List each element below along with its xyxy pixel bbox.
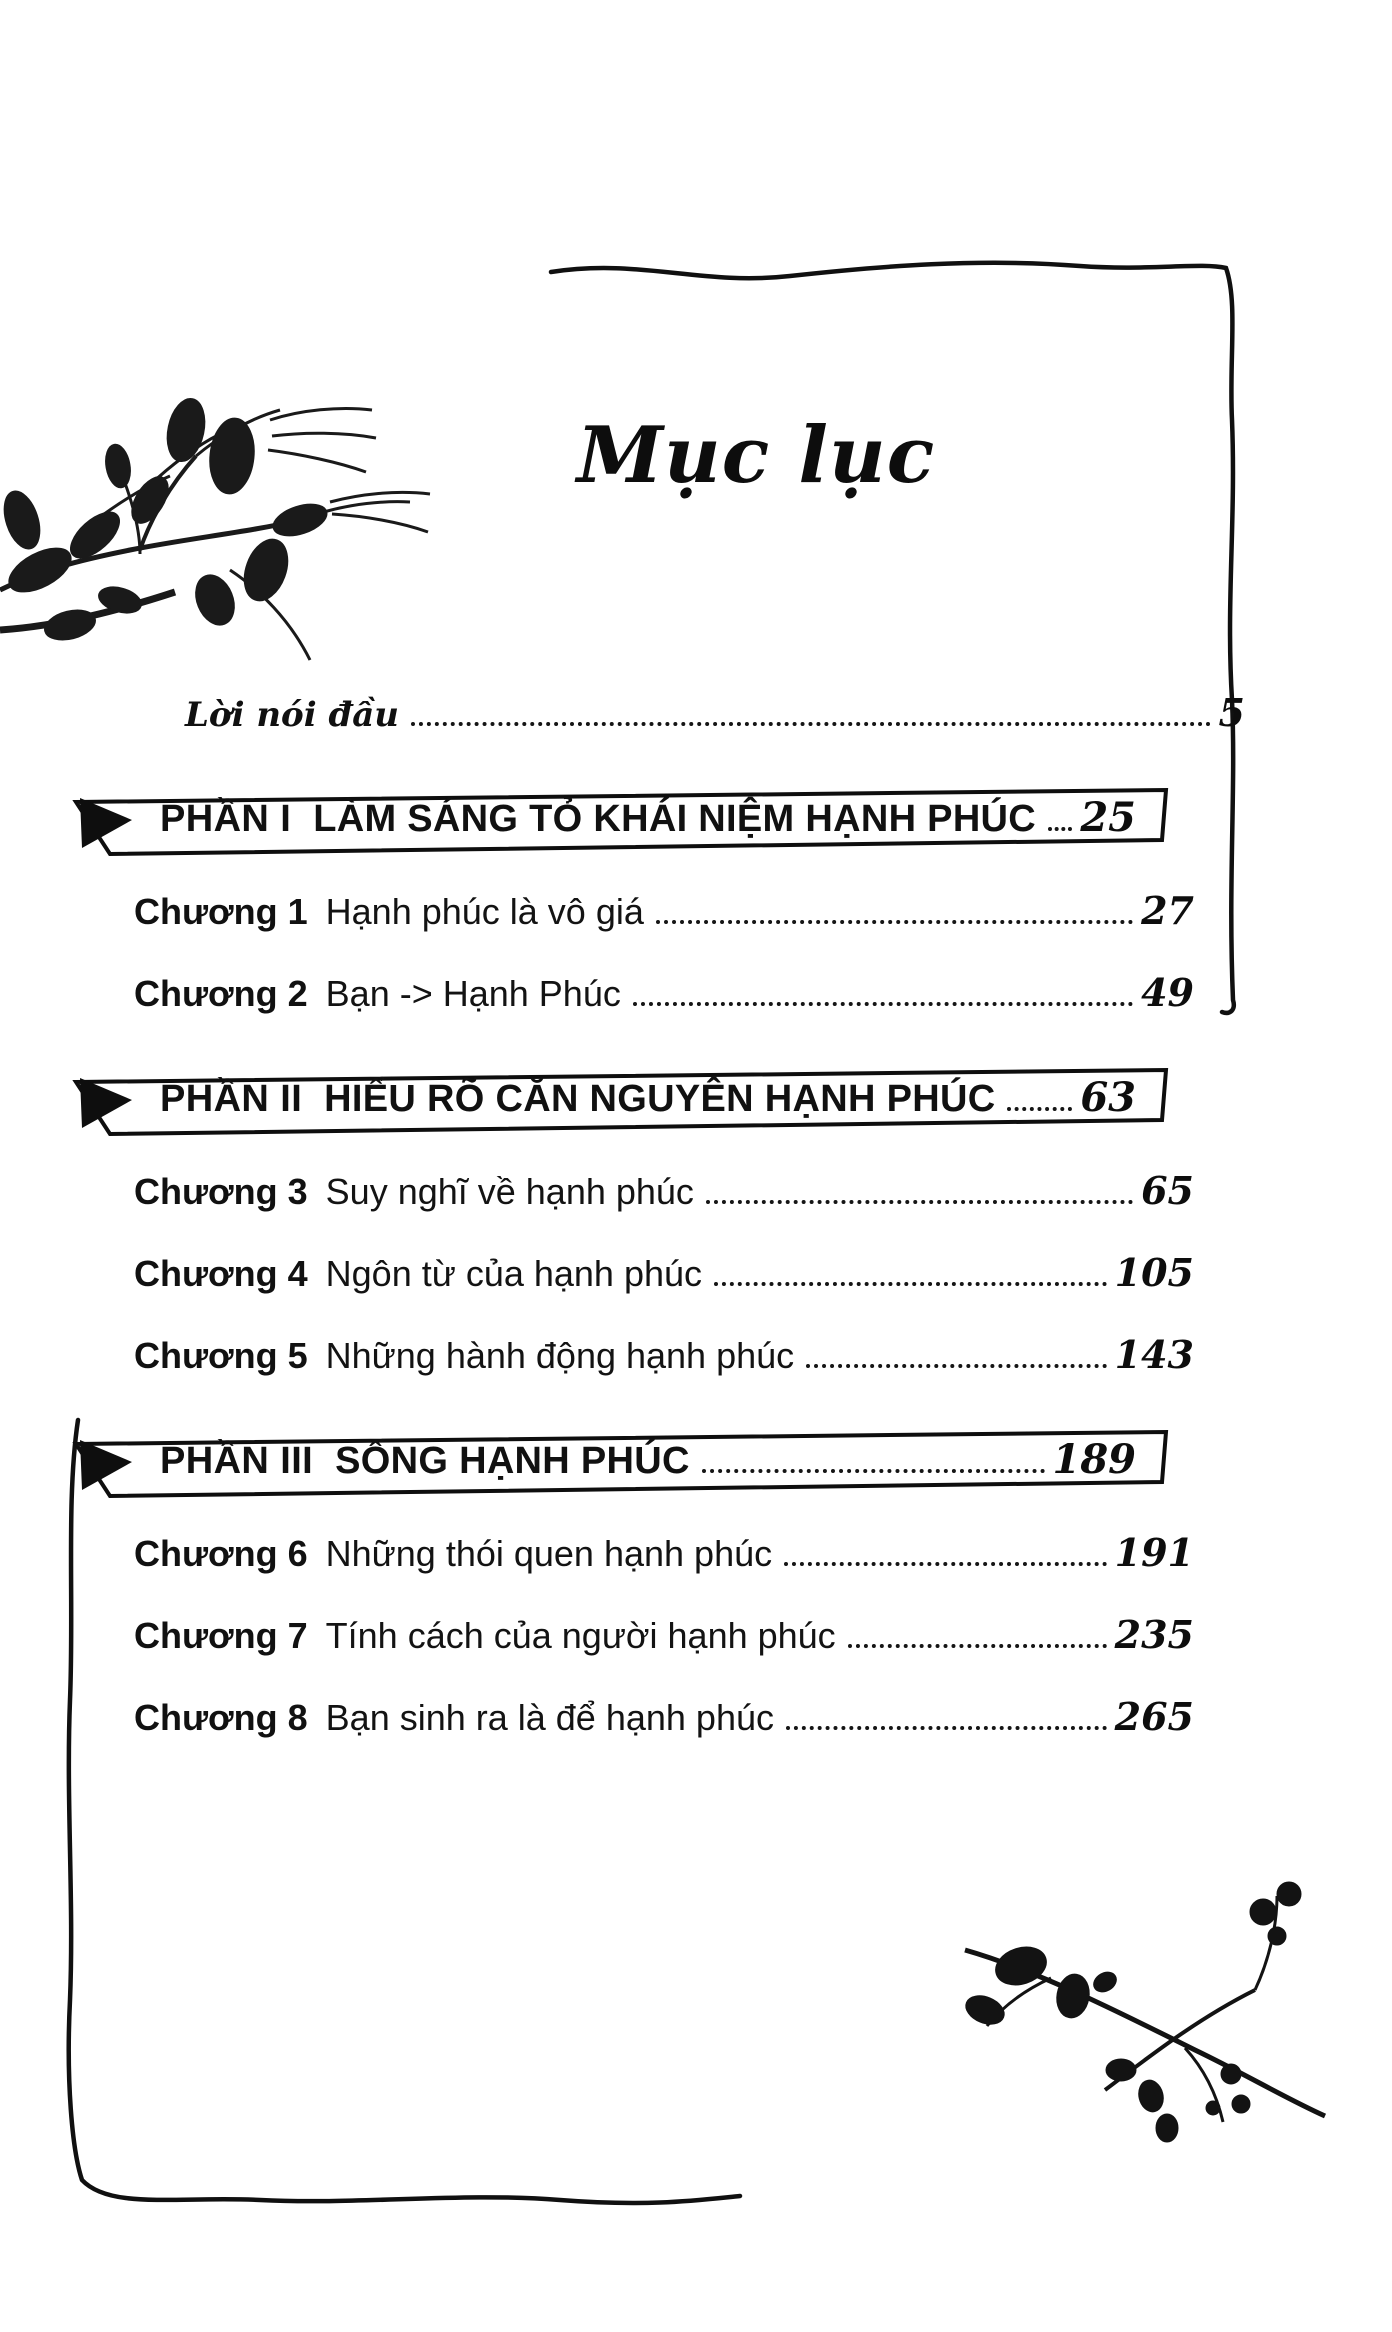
chapter-title: Tính cách của người hạnh phúc [325, 1615, 836, 1656]
leader-dots [706, 1199, 1133, 1204]
toc-entry-chapter[interactable] [134, 1162, 1194, 1214]
chapter-page-number: 65 [1141, 1168, 1194, 1213]
toc-entry-chapter[interactable] [134, 882, 1194, 934]
leader-dots [714, 1281, 1107, 1286]
chapter-title: Bạn -> Hạnh Phúc [325, 973, 621, 1014]
toc-entry-chapter[interactable] [134, 1606, 1194, 1658]
preface-page-number: 5 [1218, 690, 1245, 735]
chapter-page-number: 105 [1114, 1250, 1194, 1295]
part-name: PHẦN II [160, 1078, 303, 1120]
chapter-label: Chương 3 [134, 1171, 308, 1212]
chapter-title: Những hành động hạnh phúc [325, 1335, 795, 1376]
chapter-label: Chương 6 [134, 1533, 308, 1574]
chapter-title: Hạnh phúc là vô giá [325, 891, 644, 932]
leader-dots [702, 1468, 1045, 1473]
leader-dots [786, 1725, 1107, 1730]
leader-dots [806, 1363, 1107, 1368]
chapter-label: Chương 2 [134, 973, 308, 1014]
chapter-label: Chương 7 [134, 1615, 308, 1656]
chapter-page-number: 143 [1114, 1332, 1194, 1377]
chapter-label: Chương 4 [134, 1253, 308, 1294]
toc-entry-chapter[interactable] [134, 1524, 1194, 1576]
chapter-title: Những thói quen hạnh phúc [325, 1533, 773, 1574]
part-title: HIỂU RÕ CĂN NGUYÊN HẠNH PHÚC [324, 1078, 996, 1120]
leader-dots [1007, 1106, 1072, 1111]
part-name: PHẦN III [160, 1440, 314, 1482]
chapter-label: Chương 1 [134, 891, 308, 932]
leader-dots [848, 1643, 1107, 1648]
part-title: SỐNG HẠNH PHÚC [335, 1440, 690, 1482]
chapter-page-number: 27 [1141, 888, 1194, 933]
toc-entry-chapter[interactable] [134, 1688, 1194, 1740]
chapter-label: Chương 8 [134, 1697, 308, 1738]
leader-dots [411, 721, 1211, 726]
table-of-contents [100, 690, 1245, 1770]
part-title: LÀM SÁNG TỎ KHÁI NIỆM HẠNH PHÚC [313, 798, 1037, 840]
toc-entry-chapter[interactable] [134, 1326, 1194, 1378]
chapter-label: Chương 5 [134, 1335, 308, 1376]
part-page-number: 25 [1080, 794, 1136, 841]
part-banner-2[interactable] [100, 1060, 1160, 1140]
toc-entry-chapter[interactable] [134, 964, 1194, 1016]
toc-entry-preface[interactable] [185, 690, 1245, 736]
chapter-title: Bạn sinh ra là để hạnh phúc [325, 1697, 774, 1738]
part-page-number: 189 [1052, 1436, 1136, 1483]
chapter-page-number: 265 [1114, 1694, 1194, 1739]
leader-dots [1048, 826, 1072, 831]
chapter-page-number: 191 [1114, 1530, 1194, 1575]
toc-entry-chapter[interactable] [134, 1244, 1194, 1296]
chapter-title: Suy nghĩ về hạnh phúc [325, 1171, 694, 1212]
chapter-page-number: 235 [1114, 1612, 1194, 1657]
leader-dots [784, 1561, 1107, 1566]
part-page-number: 63 [1080, 1074, 1136, 1121]
page-title: Mục lục [576, 410, 936, 501]
chapter-page-number: 49 [1141, 970, 1194, 1015]
leader-dots [656, 919, 1133, 924]
part-banner-3[interactable] [100, 1422, 1160, 1502]
preface-label: Lời nói đầu [185, 695, 400, 735]
part-name: PHẦN I [160, 798, 292, 840]
leader-dots [633, 1001, 1133, 1006]
part-banner-1[interactable] [100, 780, 1160, 860]
branch-berries-illustration [955, 1860, 1335, 2150]
chapter-title: Ngôn từ của hạnh phúc [325, 1253, 703, 1294]
